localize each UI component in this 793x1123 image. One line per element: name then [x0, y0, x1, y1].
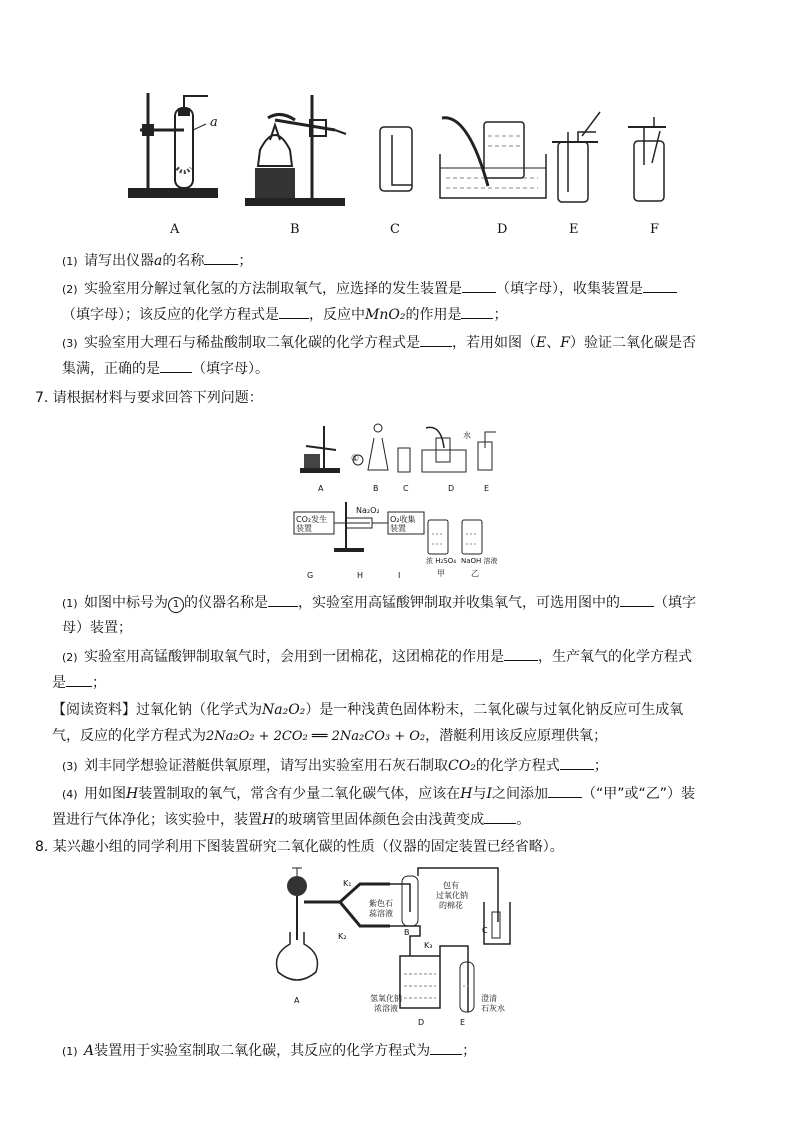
limewater-label-1: 澄清 [481, 994, 497, 1003]
q6-part3-line1: (3) 实验室用大理石与稀盐酸制取二氧化碳的化学方程式是 ，若用如图（E、F）验证二氧化碳是否 [62, 332, 696, 354]
answer-blank[interactable] [560, 755, 594, 770]
litmus-label-2: 蕊溶液 [369, 909, 393, 918]
circle-number: 1 [168, 597, 184, 613]
answer-blank[interactable] [268, 592, 298, 607]
valve-k1: K₁ [343, 879, 352, 888]
fig3-label-d: D [418, 1018, 425, 1027]
fig2-label-yi: 乙 [471, 569, 479, 578]
q6-part2-line1: (2) 实验室用分解过氧化氢的方法制取氧气，应选择的发生装置是 （填字母），收集装置是 [62, 278, 677, 300]
fig3-label-e: E [460, 1018, 466, 1027]
answer-blank[interactable] [504, 646, 538, 661]
fig3-label-b: B [404, 928, 410, 937]
q7-part1-line1: (1) 如图中标号为 1 的仪器名称是 ，实验室用高锰酸钾制取并收集氧气，可选用图中的 （填字 [62, 592, 696, 614]
answer-blank[interactable] [548, 783, 582, 798]
cotton-label-3: 的棉花 [439, 901, 463, 910]
fig2-label-b: B [373, 484, 379, 493]
apparatus-a-drawing [120, 88, 230, 212]
fig3-label-c: C [482, 926, 488, 935]
q6-part3-line2: 集满，正确的是 （填字母）。 [62, 358, 269, 379]
q6-part2-line2: （填字母）；该反应的化学方程式是 ，反应中MnO₂的作用是 ； [62, 304, 507, 325]
figure1-label-c: C [390, 222, 400, 237]
litmus-label-1: 紫色石 [369, 899, 393, 908]
bottle-h2so4: 浓 H₂SO₄ [426, 557, 457, 565]
naoh-label-2: 浓溶液 [374, 1004, 398, 1013]
water-mark: 水 [463, 431, 471, 440]
q7-part2-line2: 是 ； [52, 672, 106, 693]
cotton-label-2: 过氧化钠 [436, 891, 468, 900]
fig2-label-a: A [318, 484, 324, 493]
fig3-label-a: A [294, 996, 300, 1005]
apparatus-c-drawing [378, 125, 414, 197]
answer-blank[interactable] [462, 278, 496, 293]
reaction-equation: 2Na₂O₂ + 2CO₂ ══ 2Na₂CO₃ + O₂ [206, 729, 426, 744]
answer-blank[interactable] [484, 809, 516, 824]
figure1-label-b: B [290, 222, 300, 237]
q7-part3: (3) 刘丰同学想验证潜艇供氧原理，请写出实验室用石灰石制取CO₂的化学方程式 ； [62, 755, 608, 777]
limewater-label-2: 石灰水 [481, 1004, 505, 1013]
valve-k2: K₂ [338, 932, 347, 941]
fig2-label-d: D [448, 484, 455, 493]
q6-part1: (1) 请写出仪器a的名称 ； [62, 250, 252, 272]
figure1-label-f: F [650, 222, 660, 237]
figure1-label-e: E [569, 222, 579, 237]
q8-title: 8. 某兴趣小组的同学利用下图装置研究二氧化碳的性质（仪器的固定装置已经省略）。 [35, 839, 564, 855]
cotton-label-1: 包有 [443, 881, 459, 890]
co2-apparatus-drawing [270, 862, 530, 1042]
fig2-label-e: E [484, 484, 490, 493]
answer-blank[interactable] [160, 358, 192, 373]
q7-part1-line2: 母）装置； [62, 620, 132, 636]
answer-blank[interactable] [204, 250, 238, 265]
q7-part4-line2: 置进行气体净化；该实验中，装置H的玻璃管里固体颜色会由浅黄变成 。 [52, 809, 530, 830]
box-co2-generator: CO₂发生装置 [296, 515, 328, 533]
fig2-label-i: I [398, 571, 401, 580]
valve-k3: K₃ [424, 941, 433, 950]
apparatus-d-drawing [438, 112, 548, 202]
q7-part4-line1: (4) 用如图H装置制取的氧气，常含有少量二氧化碳气体，应该在H与I之间添加 （“甲”或“乙”）装 [62, 783, 695, 805]
apparatus-top-row-drawing [296, 418, 506, 488]
apparatus-f-drawing [626, 115, 670, 205]
bottle-naoh: NaOH 溶液 [461, 557, 498, 565]
fig2-label-g: G [307, 571, 314, 580]
label-na2o2: Na₂O₂ [356, 506, 380, 515]
fig2-label-h: H [357, 571, 364, 580]
q7-title: 7. 请根据材料与要求回答下列问题： [35, 390, 263, 406]
answer-blank[interactable] [420, 332, 452, 347]
answer-blank[interactable] [66, 672, 92, 687]
figure1-label-a: A [170, 222, 180, 237]
box-o2-collector: O₂收集装置 [390, 515, 416, 533]
q7-part2-line1: (2) 实验室用高锰酸钾制取氧气时，会用到一团棉花，这团棉花的作用是 ，生产氧气的化学方程式 [62, 646, 692, 668]
answer-blank[interactable] [279, 304, 309, 319]
fig2-label-jia: 甲 [437, 569, 445, 578]
q8-part1: (1) A装置用于实验室制取二氧化碳，其反应的化学方程式为 ； [62, 1040, 476, 1062]
apparatus-e-drawing [548, 112, 602, 204]
instrument-a-mark: a [210, 115, 218, 130]
fig2-label-c: C [403, 484, 409, 493]
figure1-label-d: D [497, 222, 508, 237]
answer-blank[interactable] [430, 1040, 462, 1055]
answer-blank[interactable] [620, 592, 654, 607]
apparatus-b-drawing [240, 90, 350, 210]
q7-reading-line2: 气，反应的化学方程式为2Na₂O₂ + 2CO₂ ══ 2Na₂CO₃ + O₂，潜艇利用该反应原理供氧； [52, 728, 608, 744]
answer-blank[interactable] [643, 278, 677, 293]
naoh-label-1: 氢氧化钠 [370, 994, 402, 1003]
q7-reading-line1: 【阅读资料】过氧化钠（化学式为Na₂O₂）是一种浅黄色固体粉末，二氧化碳与过氧化钠反应可生成氧 [52, 702, 684, 718]
circle-mark-1: ① [351, 454, 360, 464]
answer-blank[interactable] [461, 304, 493, 319]
